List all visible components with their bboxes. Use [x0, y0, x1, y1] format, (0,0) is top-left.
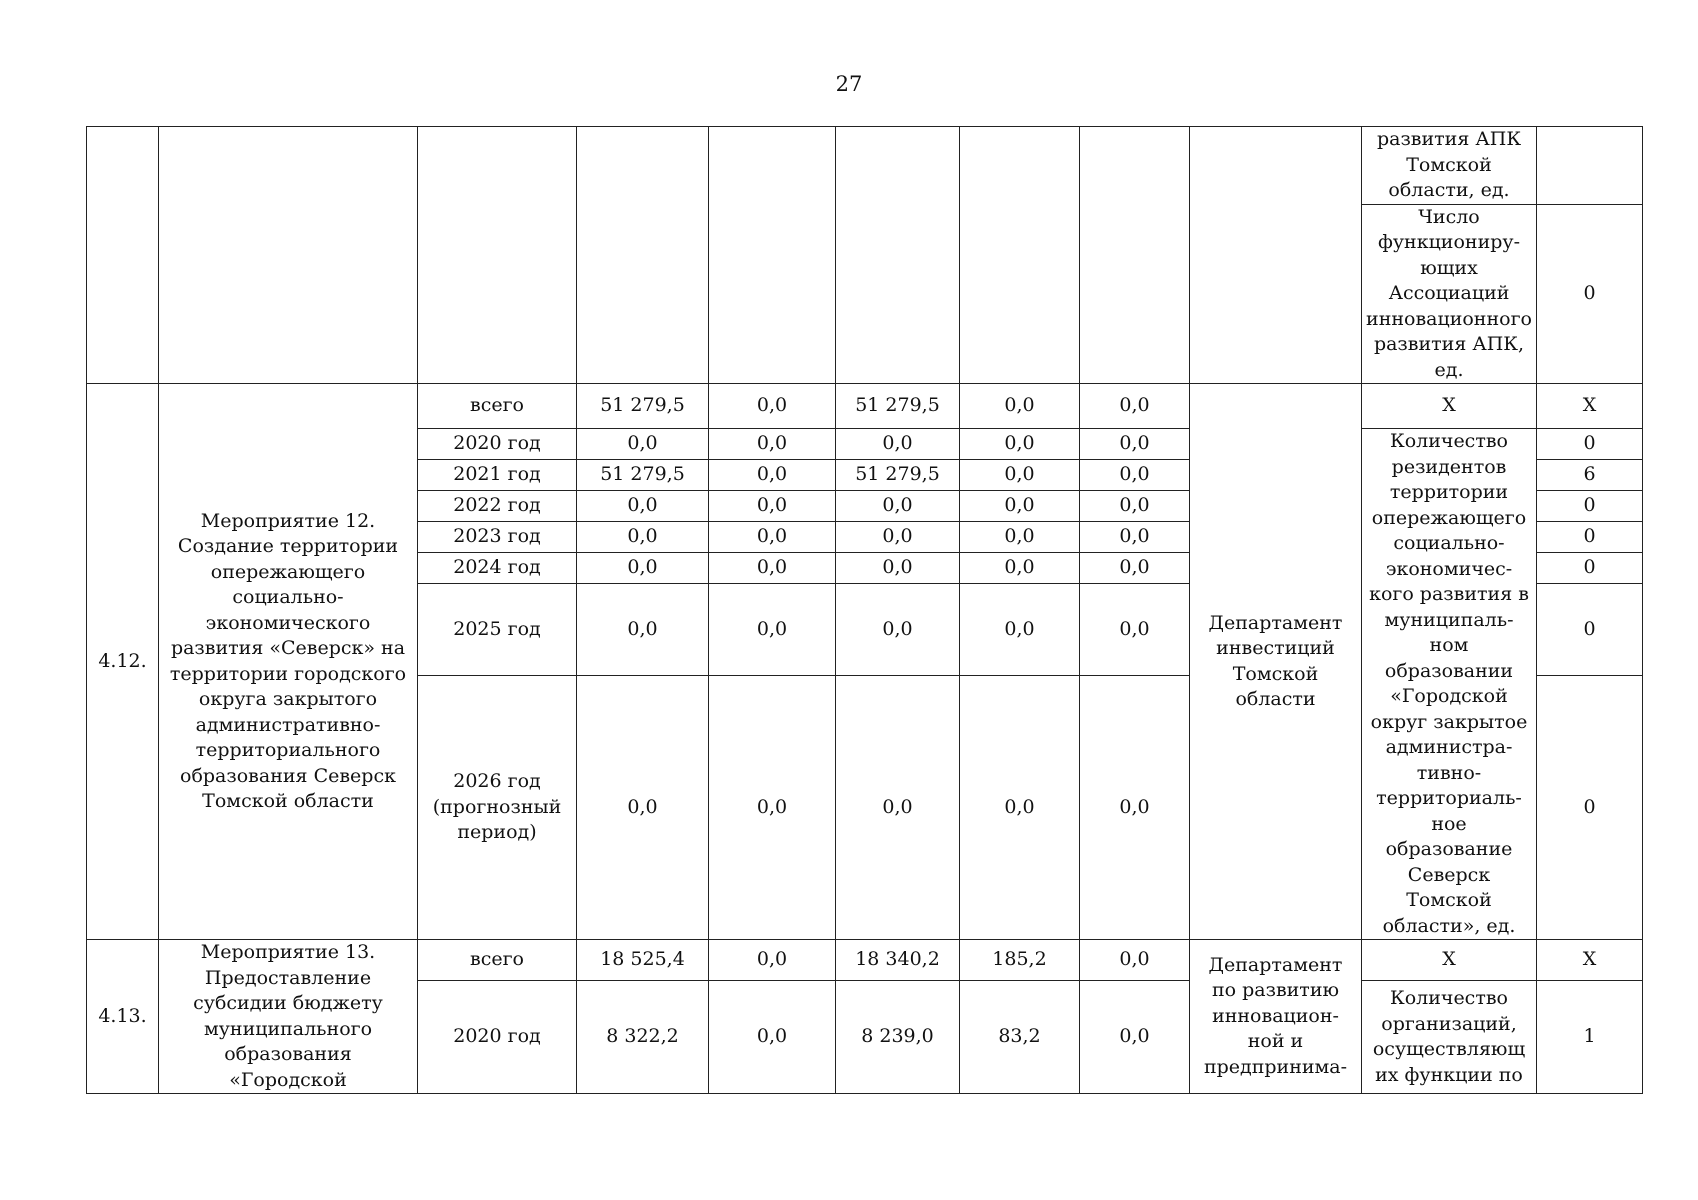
indicator-cell: X: [1362, 940, 1537, 981]
value-cell: 0,0: [577, 429, 709, 460]
value-cell: 0,0: [960, 491, 1080, 522]
executor-cell: Департамент по развитию инновацион-ной и предпринима-: [1190, 940, 1362, 1094]
value-cell: 0,0: [960, 584, 1080, 676]
period-cell: 2025 год: [418, 584, 577, 676]
value-cell: 0,0: [709, 981, 836, 1094]
value-cell: 0,0: [960, 676, 1080, 940]
value-cell: 0,0: [709, 491, 836, 522]
value-cell: 0,0: [960, 460, 1080, 491]
value-cell: 0,0: [836, 676, 960, 940]
value-cell: 83,2: [960, 981, 1080, 1094]
value-cell: 0,0: [709, 384, 836, 429]
period-cell: 2020 год: [418, 429, 577, 460]
value-cell: 0,0: [1080, 429, 1190, 460]
period-cell: 2023 год: [418, 522, 577, 553]
value-cell: 0,0: [709, 460, 836, 491]
value-cell: 0,0: [1080, 460, 1190, 491]
indicator-value: X: [1537, 384, 1643, 429]
value-cell: 0,0: [836, 522, 960, 553]
indicator-value: 0: [1537, 676, 1643, 940]
value-cell: 0,0: [1080, 522, 1190, 553]
indicator-value: 6: [1537, 460, 1643, 491]
value-cell: 0,0: [1080, 384, 1190, 429]
value-cell: 8 239,0: [836, 981, 960, 1094]
indicator-value: 0: [1537, 429, 1643, 460]
indicator-value: 0: [1537, 204, 1643, 384]
period-cell: всего: [418, 940, 577, 981]
indicator-cell: X: [1362, 384, 1537, 429]
value-cell: 51 279,5: [836, 460, 960, 491]
indicator-value: 0: [1537, 553, 1643, 584]
table-row: [87, 384, 1643, 429]
value-cell: 0,0: [1080, 676, 1190, 940]
value-cell: 0,0: [960, 522, 1080, 553]
value-cell: 0,0: [709, 676, 836, 940]
item-number: 4.12.: [87, 384, 159, 940]
value-cell: 8 322,2: [577, 981, 709, 1094]
indicator-value: 0: [1537, 522, 1643, 553]
period-cell: 2021 год: [418, 460, 577, 491]
period-cell: 2026 год (прогнозный период): [418, 676, 577, 940]
value-cell: 0,0: [577, 553, 709, 584]
value-cell: 18 340,2: [836, 940, 960, 981]
period-cell: 2022 год: [418, 491, 577, 522]
indicator-value: 0: [1537, 584, 1643, 676]
value-cell: 0,0: [960, 384, 1080, 429]
value-cell: 0,0: [1080, 584, 1190, 676]
value-cell: 0,0: [836, 553, 960, 584]
value-cell: 0,0: [577, 522, 709, 553]
indicator-value: 0: [1537, 491, 1643, 522]
value-cell: 0,0: [960, 429, 1080, 460]
value-cell: 0,0: [709, 522, 836, 553]
item-description: Мероприятие 13. Предоставление субсидии бюджету муниципального образования «Городской: [159, 940, 418, 1094]
period-cell: всего: [418, 384, 577, 429]
indicator-cell: Количество организаций, осуществляющ их функции по: [1362, 981, 1537, 1094]
table-row: [87, 940, 1643, 981]
value-cell: 0,0: [1080, 981, 1190, 1094]
indicator-cell: развития АПК Томской области, ед.: [1362, 127, 1537, 205]
value-cell: 0,0: [836, 584, 960, 676]
value-cell: 0,0: [577, 584, 709, 676]
value-cell: 18 525,4: [577, 940, 709, 981]
value-cell: 0,0: [709, 584, 836, 676]
value-cell: 0,0: [709, 940, 836, 981]
program-table: [86, 126, 1643, 1094]
value-cell: 0,0: [1080, 491, 1190, 522]
value-cell: 0,0: [709, 553, 836, 584]
indicator-cell: Количество резидентов территории опережающего социально-экономичес-кого развития в муниципаль-ном образовании «Городской округ закрытое администра-тивно-территориаль-ное образование Северск Томской области», ед.: [1362, 429, 1537, 940]
indicator-value: X: [1537, 940, 1643, 981]
value-cell: 0,0: [960, 553, 1080, 584]
period-cell: 2024 год: [418, 553, 577, 584]
continuation-row: [87, 127, 1643, 205]
value-cell: 0,0: [1080, 553, 1190, 584]
value-cell: 0,0: [1080, 940, 1190, 981]
value-cell: 51 279,5: [577, 460, 709, 491]
period-cell: 2020 год: [418, 981, 577, 1094]
item-number: 4.13.: [87, 940, 159, 1094]
indicator-value: 1: [1537, 981, 1643, 1094]
executor-cell: Департамент инвестиций Томской области: [1190, 384, 1362, 940]
page-number: 27: [835, 72, 863, 96]
value-cell: 0,0: [577, 491, 709, 522]
value-cell: 0,0: [577, 676, 709, 940]
value-cell: 51 279,5: [836, 384, 960, 429]
value-cell: 185,2: [960, 940, 1080, 981]
item-description: Мероприятие 12. Создание территории опережающего социально-экономического развития «Северск» на территории городского округа закрытого административно-территориального образования Северск Томской области: [159, 384, 418, 940]
value-cell: 51 279,5: [577, 384, 709, 429]
indicator-cell: Число функциониру-ющих Ассоциаций инновационного развития АПК, ед.: [1362, 204, 1537, 384]
value-cell: 0,0: [709, 429, 836, 460]
value-cell: 0,0: [836, 491, 960, 522]
value-cell: 0,0: [836, 429, 960, 460]
